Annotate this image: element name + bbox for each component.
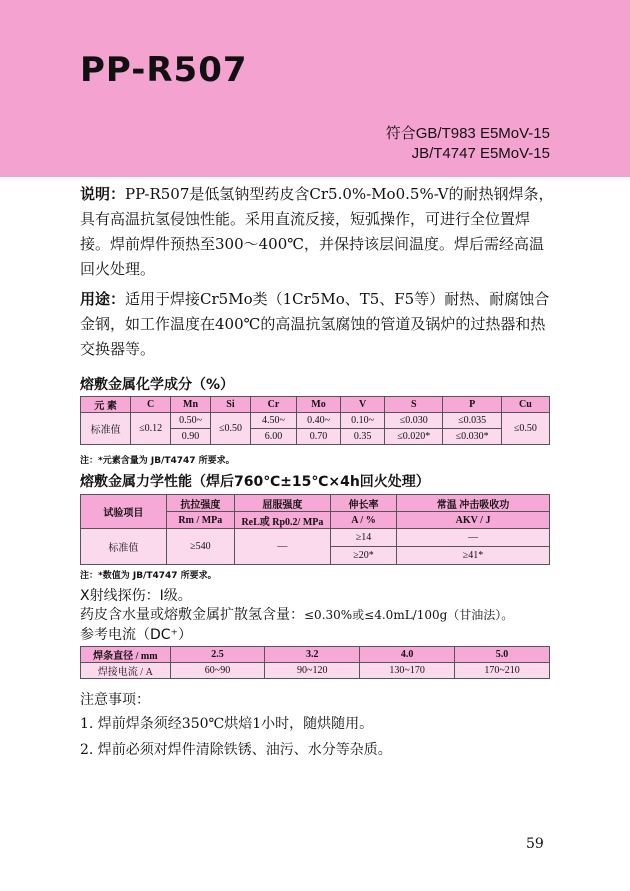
chem-table [80, 396, 550, 445]
description-text: PP-R507是低氢钠型药皮含Cr5.0%-Mo0.5%-V的耐热钢焊条，具有高温抗氢侵蚀性能。采用直流反接，短弧操作，可进行全位置焊接。焊前焊件预热至300～400℃，并保持该层间温度。焊后需经高温回火处理。 [80, 185, 554, 278]
usage-paragraph [80, 287, 555, 362]
notes-item-1: 1. 焊前焊条须经350℃烘焙1小时，随烘随用。 [80, 716, 374, 732]
page-number: 59 [526, 836, 544, 852]
chem-si: ≤0.50 [211, 413, 251, 445]
chem-s-bot: ≤0.020* [385, 429, 443, 445]
mech-h-elong2: A / % [330, 512, 396, 529]
chem-h-mn: Mn [171, 397, 211, 413]
mech-impact-top: — [397, 529, 550, 547]
mech-elong-bot: ≥20* [330, 547, 396, 565]
chem-c: ≤0.12 [131, 413, 171, 445]
chem-h-mo: Mo [297, 397, 341, 413]
chem-cu: ≤0.50 [501, 413, 549, 445]
chem-v-top: 0.10~ [341, 413, 385, 429]
xray-label: X射线探伤： [80, 588, 160, 604]
chem-row-label: 标准值 [81, 413, 131, 445]
mech-h-impact2: AKV / J [397, 512, 550, 529]
chem-h-v: V [341, 397, 385, 413]
mech-impact-bot: ≥41* [397, 547, 550, 565]
current-h-cur: 焊接电流 / A [81, 663, 171, 679]
chem-s-top: ≤0.030 [385, 413, 443, 429]
usage-text: 适用于焊接Cr5Mo类（1Cr5Mo、T5、F5等）耐热、耐腐蚀合金钢，如工作温度在400℃的高温抗氢腐蚀的管道及锅炉的过热器和热交换器等。 [80, 290, 550, 358]
xray-line [80, 585, 192, 605]
mech-h-impact1: 常温 冲击吸收功 [397, 495, 550, 512]
usage-label: 用途： [80, 290, 126, 308]
chem-mo-bot: 0.70 [297, 429, 341, 445]
mech-h-yield1: 屈服强度 [234, 495, 330, 512]
mech-table [80, 494, 550, 565]
hydrogen-value: ≤0.30%或≤4.0mL/100g（甘油法）。 [304, 608, 514, 622]
current-h-dia: 焊条直径 / mm [81, 647, 171, 663]
dia-5-0: 5.0 [455, 647, 550, 663]
notes-item-2: 2. 焊前必须对焊件清除铁锈、油污、水分等杂质。 [80, 742, 392, 758]
cur-5-0: 170~210 [455, 663, 550, 679]
dia-2-5: 2.5 [170, 647, 265, 663]
mech-tensile: ≥540 [166, 529, 234, 565]
chem-note: 注：*元素含量为 JB/T4747 所要求。 [80, 456, 235, 466]
standards [386, 124, 550, 164]
current-title: 参考电流（DC⁺） [80, 627, 192, 643]
chem-h-p: P [443, 397, 501, 413]
description-paragraph [80, 182, 555, 282]
chem-title: 熔敷金属化学成分（%） [80, 377, 235, 393]
cur-3-2: 90~120 [265, 663, 360, 679]
hydrogen-label: 药皮含水量或熔敷金属扩散氢含量： [80, 607, 304, 623]
mech-note: 注：*数值为 JB/T4747 所要求。 [80, 571, 217, 581]
mech-h-tensile2: Rm / MPa [166, 512, 234, 529]
mech-h-item: 试验项目 [81, 495, 167, 529]
mech-h-elong1: 伸长率 [330, 495, 396, 512]
current-table [80, 646, 550, 679]
chem-h-c: C [131, 397, 171, 413]
cur-4-0: 130~170 [360, 663, 455, 679]
product-title: PP-R507 [80, 50, 248, 90]
dia-4-0: 4.0 [360, 647, 455, 663]
mech-row-label: 标准值 [81, 529, 167, 565]
chem-p-top: ≤0.035 [443, 413, 501, 429]
notes-title: 注意事项： [80, 692, 150, 708]
mech-h-tensile1: 抗拉强度 [166, 495, 234, 512]
chem-mo-top: 0.40~ [297, 413, 341, 429]
hydrogen-line [80, 604, 513, 624]
chem-mn-top: 0.50~ [171, 413, 211, 429]
chem-cr-bot: 6.00 [250, 429, 296, 445]
cur-2-5: 60~90 [170, 663, 265, 679]
chem-p-bot: ≤0.030* [443, 429, 501, 445]
chem-v-bot: 0.35 [341, 429, 385, 445]
xray-value: Ⅰ级。 [159, 588, 192, 604]
chem-h-s: S [385, 397, 443, 413]
standard-gb: 符合GB/T983 E5MoV-15 [385, 125, 550, 142]
chem-cr-top: 4.50~ [250, 413, 296, 429]
dia-3-2: 3.2 [265, 647, 360, 663]
mech-elong-top: ≥14 [330, 529, 396, 547]
mech-title: 熔敷金属力学性能（焊后760℃±15℃×4h回火处理） [80, 474, 430, 490]
chem-h-element: 元 素 [81, 397, 131, 413]
notes-list [80, 711, 392, 763]
mech-h-yield2: ReL或 Rp0.2/ MPa [234, 512, 330, 529]
standard-jb: JB/T4747 E5MoV-15 [411, 145, 550, 162]
chem-h-cr: Cr [250, 397, 296, 413]
chem-h-cu: Cu [501, 397, 549, 413]
chem-h-si: Si [211, 397, 251, 413]
description-label: 说明： [80, 185, 126, 203]
mech-yield: — [234, 529, 330, 565]
header-band [0, 0, 630, 177]
chem-mn-bot: 0.90 [171, 429, 211, 445]
